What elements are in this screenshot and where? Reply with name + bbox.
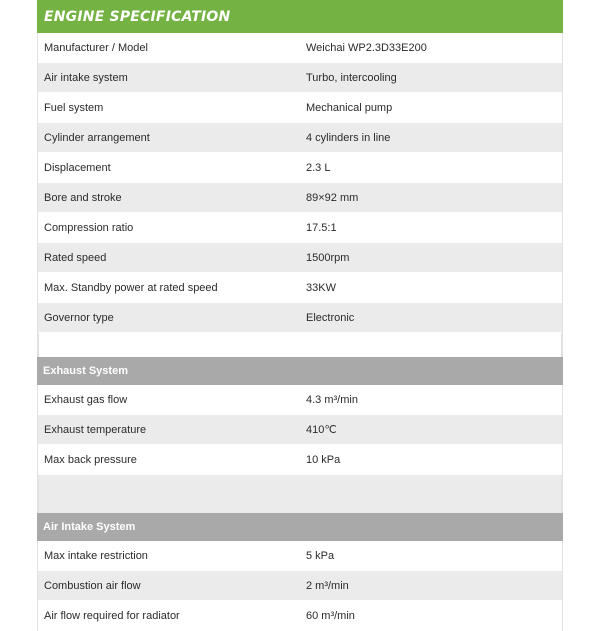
row-value: Electronic (306, 311, 355, 324)
table-row (38, 273, 562, 303)
row-label: Max. Standby power at rated speed (44, 281, 218, 294)
row-label: Governor type (44, 311, 114, 324)
table-row (38, 571, 562, 601)
engine-spec-table (37, 33, 563, 357)
row-label: Air flow required for radiator (44, 609, 180, 622)
table-row (38, 243, 562, 273)
exhaust-system-table (37, 385, 563, 513)
row-label: Max intake restriction (44, 549, 148, 562)
row-label: Exhaust temperature (44, 423, 147, 436)
table-row (38, 303, 562, 333)
exhaust-system-header: Exhaust System (37, 357, 563, 385)
row-label: Rated speed (44, 251, 107, 264)
row-label: Air intake system (44, 71, 128, 84)
table-row (38, 153, 562, 183)
row-value: 5 kPa (306, 549, 335, 562)
row-label: Compression ratio (44, 221, 134, 234)
row-label: Max back pressure (44, 453, 137, 466)
table-row (38, 445, 562, 475)
row-value: 89×92 mm (306, 191, 359, 204)
row-label: Combustion air flow (44, 579, 141, 592)
row-value: 33KW (306, 281, 336, 294)
row-label: Fuel system (44, 101, 104, 114)
row-label: Exhaust gas flow (44, 393, 128, 406)
engine-spec-header: ENGINE SPECIFICATION (37, 0, 563, 33)
air-intake-system-header: Air Intake System (37, 513, 563, 541)
section-spacer (38, 333, 562, 357)
spec-sheet (37, 0, 563, 631)
row-label: Displacement (44, 161, 111, 174)
row-label: Bore and stroke (44, 191, 122, 204)
row-value: Mechanical pump (306, 101, 393, 114)
air-intake-system-table (37, 541, 563, 631)
table-row (38, 601, 562, 631)
table-row (38, 213, 562, 243)
row-value: 4.3 m³/min (306, 393, 358, 406)
row-value: 10 kPa (306, 453, 341, 466)
row-value: 410℃ (306, 424, 337, 436)
row-value: 2 m³/min (306, 579, 349, 592)
table-row (38, 93, 562, 123)
table-row (38, 385, 562, 415)
row-label: Manufacturer / Model (44, 41, 148, 54)
row-value: 17.5:1 (306, 221, 337, 234)
row-value: 1500rpm (306, 251, 350, 264)
row-value: 60 m³/min (306, 609, 355, 622)
section-spacer (38, 475, 562, 513)
row-label: Cylinder arrangement (44, 131, 150, 144)
table-row (38, 415, 562, 445)
row-value: Turbo, intercooling (306, 71, 397, 84)
row-value: Weichai WP2.3D33E200 (306, 41, 427, 54)
table-row (38, 183, 562, 213)
row-value: 2.3 L (306, 161, 331, 174)
row-value: 4 cylinders in line (306, 131, 391, 144)
table-row (38, 33, 562, 63)
table-row (38, 123, 562, 153)
table-row (38, 541, 562, 571)
table-row (38, 63, 562, 93)
